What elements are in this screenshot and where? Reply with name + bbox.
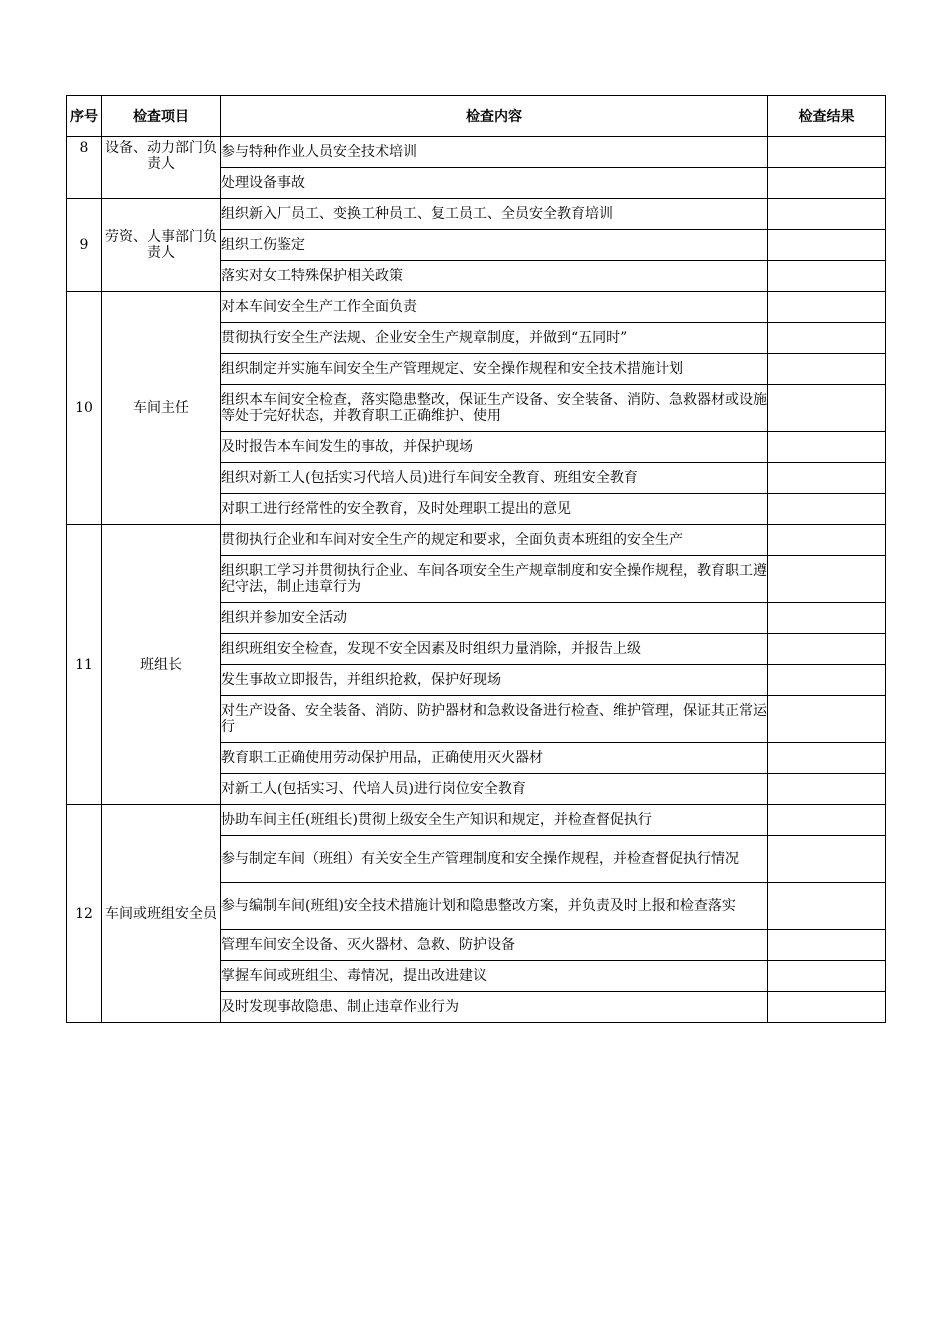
row-number: 10 [67, 292, 102, 525]
check-result-cell[interactable] [768, 494, 886, 525]
check-content: 对生产设备、安全装备、消防、防护器材和急救设备进行检查、维护管理，保证其正常运行 [221, 696, 768, 743]
check-content: 管理车间安全设备、灭火器材、急救、防护设备 [221, 930, 768, 961]
check-content: 组织工伤鉴定 [221, 230, 768, 261]
check-result-cell[interactable] [768, 463, 886, 494]
check-result-cell[interactable] [768, 634, 886, 665]
check-result-cell[interactable] [768, 385, 886, 432]
check-item: 班组长 [102, 525, 221, 805]
check-result-cell[interactable] [768, 525, 886, 556]
check-content: 贯彻执行安全生产法规、企业安全生产规章制度，并做到“五同时” [221, 323, 768, 354]
check-content: 协助车间主任(班组长)贯彻上级安全生产知识和规定，并检查督促执行 [221, 805, 768, 836]
check-content: 组织职工学习并贯彻执行企业、车间各项安全生产规章制度和安全操作规程，教育职工遵纪守法，制止违章行为 [221, 556, 768, 603]
check-result-cell[interactable] [768, 930, 886, 961]
header-item: 检查项目 [102, 96, 221, 137]
inspection-table [66, 95, 886, 1023]
check-content: 及时报告本车间发生的事故，并保护现场 [221, 432, 768, 463]
row-number: 12 [67, 805, 102, 1023]
check-content: 组织本车间安全检查，落实隐患整改，保证生产设备、安全装备、消防、急救器材或设施等处于完好状态，并教育职工正确维护、使用 [221, 385, 768, 432]
check-result-cell[interactable] [768, 168, 886, 199]
table-row [67, 805, 886, 836]
check-result-cell[interactable] [768, 199, 886, 230]
check-item: 车间或班组安全员 [102, 805, 221, 1023]
check-result-cell[interactable] [768, 323, 886, 354]
check-result-cell[interactable] [768, 696, 886, 743]
row-number: 9 [67, 199, 102, 292]
row-number: 8 [67, 137, 102, 199]
table-row [67, 525, 886, 556]
check-result-cell[interactable] [768, 230, 886, 261]
check-result-cell[interactable] [768, 556, 886, 603]
check-result-cell[interactable] [768, 743, 886, 774]
check-result-cell[interactable] [768, 805, 886, 836]
check-item: 车间主任 [102, 292, 221, 525]
header-no: 序号 [67, 96, 102, 137]
check-content: 组织并参加安全活动 [221, 603, 768, 634]
check-item: 劳资、人事部门负责人 [102, 199, 221, 292]
table-body [67, 137, 886, 1023]
check-result-cell[interactable] [768, 774, 886, 805]
header-row [67, 96, 886, 137]
check-content: 贯彻执行企业和车间对安全生产的规定和要求，全面负责本班组的安全生产 [221, 525, 768, 556]
check-content: 发生事故立即报告，并组织抢救，保护好现场 [221, 665, 768, 696]
check-content: 组织新入厂员工、变换工种员工、复工员工、全员安全教育培训 [221, 199, 768, 230]
check-content: 及时发现事故隐患、制止违章作业行为 [221, 992, 768, 1023]
check-content: 教育职工正确使用劳动保护用品，正确使用灭火器材 [221, 743, 768, 774]
check-content: 组织制定并实施车间安全生产管理规定、安全操作规程和安全技术措施计划 [221, 354, 768, 385]
table-row [67, 137, 886, 168]
check-item: 设备、动力部门负责人 [102, 137, 221, 199]
check-content: 组织班组安全检查，发现不安全因素及时组织力量消除，并报告上级 [221, 634, 768, 665]
row-number: 11 [67, 525, 102, 805]
check-content: 掌握车间或班组尘、毒情况，提出改进建议 [221, 961, 768, 992]
header-content: 检查内容 [221, 96, 768, 137]
check-content: 参与特种作业人员安全技术培训 [221, 137, 768, 168]
header-result: 检查结果 [768, 96, 886, 137]
check-result-cell[interactable] [768, 292, 886, 323]
check-content: 参与制定车间（班组）有关安全生产管理制度和安全操作规程，并检查督促执行情况 [221, 836, 768, 883]
check-content: 对职工进行经常性的安全教育，及时处理职工提出的意见 [221, 494, 768, 525]
check-result-cell[interactable] [768, 961, 886, 992]
check-result-cell[interactable] [768, 836, 886, 883]
check-content: 对新工人(包括实习、代培人员)进行岗位安全教育 [221, 774, 768, 805]
check-content: 处理设备事故 [221, 168, 768, 199]
check-content: 落实对女工特殊保护相关政策 [221, 261, 768, 292]
check-result-cell[interactable] [768, 261, 886, 292]
check-content: 组织对新工人(包括实习代培人员)进行车间安全教育、班组安全教育 [221, 463, 768, 494]
check-result-cell[interactable] [768, 432, 886, 463]
check-result-cell[interactable] [768, 992, 886, 1023]
check-result-cell[interactable] [768, 883, 886, 930]
check-result-cell[interactable] [768, 603, 886, 634]
check-result-cell[interactable] [768, 665, 886, 696]
table-row [67, 292, 886, 323]
table-row [67, 199, 886, 230]
check-content: 对本车间安全生产工作全面负责 [221, 292, 768, 323]
check-result-cell[interactable] [768, 354, 886, 385]
check-content: 参与编制车间(班组)安全技术措施计划和隐患整改方案，并负责及时上报和检查落实 [221, 883, 768, 930]
check-result-cell[interactable] [768, 137, 886, 168]
